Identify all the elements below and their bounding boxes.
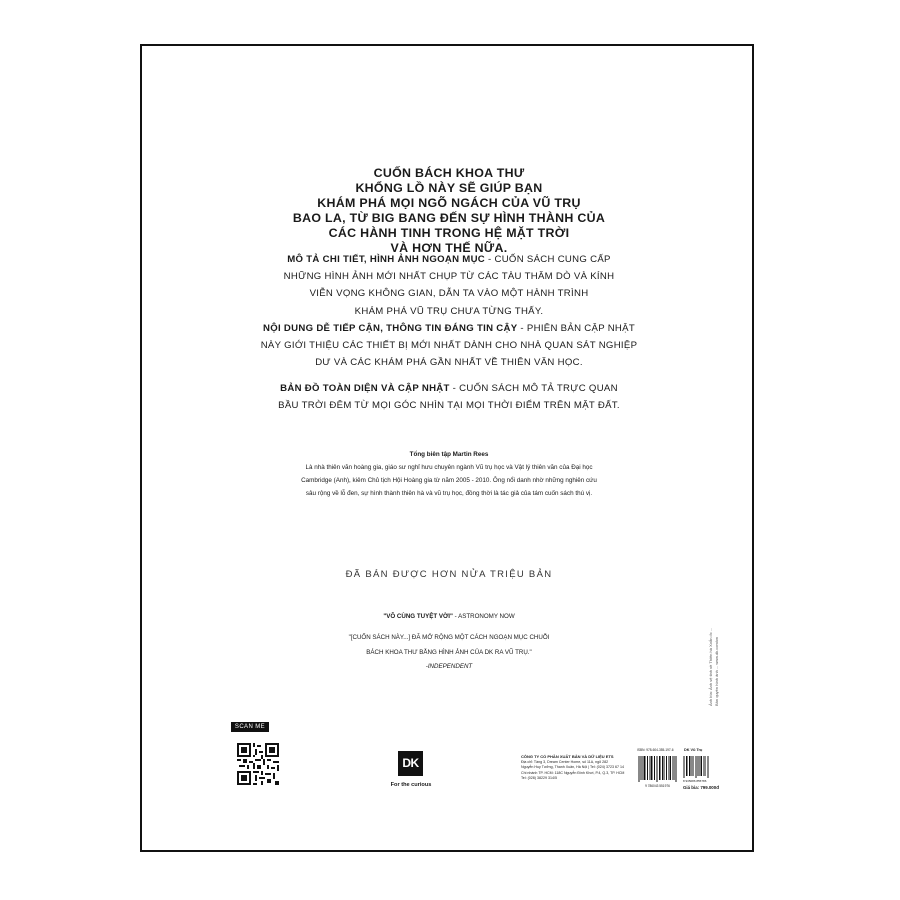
dk-logo: DK [398,751,423,776]
publisher-info [521,754,625,782]
headline-line: BAO LA, TỪ BIG BANG ĐẾN SỰ HÌNH THÀNH CỦA [292,211,606,225]
headline-line: VÀ HƠN THẾ NỮA. [390,241,508,255]
editor-bio [142,448,756,500]
editor-title: Tổng biên tập Martin Rees [409,451,489,458]
feature-line: VIỄN VỌNG KHÔNG GIAN, DẪN TA VÀO MỘT HÀNH TRÌNH [309,288,589,300]
editor-bio-line: Cambridge (Anh), kiêm Chủ tịch Hội Hoàng gia từ năm 2005 - 2010. Ông nổi danh nhờ những nghiên cứu [301,477,597,484]
sales-claim: ĐÃ BÁN ĐƯỢC HƠN NỬA TRIỆU BẢN [345,569,553,580]
qr-code-icon[interactable] [237,743,279,785]
price-barcode-icon [683,756,709,778]
scan-me-label: SCAN ME [231,722,269,732]
price-label: Giá bìa: 799.000đ [683,785,719,790]
feature-paragraph-content [142,320,756,372]
publisher-line: Tel: (028) 38229 314/5 [521,776,557,781]
image-credits [708,591,726,706]
quote-source: -INDEPENDENT [425,663,473,670]
headline-line: KHÁM PHÁ MỌI NGÕ NGÁCH CỦA VŨ TRỤ [317,196,581,210]
headline-line: CUỐN BÁCH KHOA THƯ [373,166,525,180]
book-back-cover [140,44,754,852]
publisher-line: Chi nhánh TP. HCM: 118C Nguyễn Đình Khơi, P.4, Q.3, TP. HCM [521,770,625,775]
review-quote-independent [142,631,756,675]
feature-line: KHÁM PHÁ VŨ TRỤ CHƯA TỪNG THẤY. [354,305,544,317]
feature-text: - CUỐN SÁCH CUNG CẤP [485,254,611,265]
publisher-name: CÔNG TY CỔ PHẦN XUẤT BẢN VÀ DỮ LIỆU ETS [521,754,614,759]
publisher-line: Nguyễn Huy Tưởng, Thanh Xuân, Hà Nội | Tel: (024) 3723 67 14 [521,765,624,770]
credit-line: Bản quyền hình ảnh ... www.dk.com/vn [714,636,719,706]
headline-line: CÁC HÀNH TINH TRONG HỆ MẶT TRỜI [328,226,570,240]
quote-line: "[CUỐN SÁCH NÀY...] ĐÃ MỞ RỘNG MỘT CÁCH NGOẠN MỤC CHUỖI [348,634,550,641]
credit-line: Ảnh bìa: Ảnh vệ tinh về Thiên hà Xoắn ốc ... [708,627,713,706]
feature-line: NHỮNG HÌNH ẢNH MỚI NHẤT CHỤP TỪ CÁC TÀU THĂM DÒ VÀ KÍNH [283,271,615,283]
feature-heading: MÔ TẢ CHI TIẾT, HÌNH ẢNH NGOẠN MỤC [287,254,486,265]
feature-heading: BẢN ĐỒ TOÀN DIỆN VÀ CẬP NHẬT [280,383,450,394]
feature-line: NÀY GIỚI THIỆU CÁC THIẾT BỊ MỚI NHẤT DÀNH CHO NHÀ QUAN SÁT NGHIỆP [260,340,638,352]
feature-paragraph-detail [142,251,756,320]
feature-text: - PHIÊN BẢN CẬP NHẬT [517,323,636,334]
feature-paragraph-maps [142,380,756,414]
barcode-number: 8 935086 855786 [683,779,707,783]
barcode-number: 9 786043 551976 [645,784,670,788]
dk-tagline: For the curious [390,782,432,788]
editor-bio-line: sâu rộng về lỗ đen, sự hình thành thiên hà và vũ trụ học, đồng thời là tác giả của tám cuốn sách thú vị. [305,490,593,497]
quote-source: - ASTRONOMY NOW [452,613,515,620]
quote-text: "VÔ CÙNG TUYỆT VỜI" [383,613,453,620]
editor-bio-line: Là nhà thiên văn hoàng gia, giáo sư nghỉ hưu chuyên ngành Vũ trụ học và Vật lý thiên văn của Đại học [305,464,593,471]
isbn-label: ISBN: 978-604-355-197-6 [637,748,674,752]
book-title-label: DK Vũ Trụ [684,748,703,752]
feature-line: DƯ VÀ CÁC KHÁM PHÁ GẦN NHẤT VỀ THIÊN VĂN HỌC. [315,357,583,369]
feature-line: BẦU TRỜI ĐÊM TỪ MỌI GÓC NHÌN TẠI MỌI THỜI ĐIỂM TRÊN MẶT ĐẤT. [278,400,620,412]
headline [142,166,756,256]
feature-text: - CUỐN SÁCH MÔ TẢ TRỰC QUAN [449,383,618,394]
quote-line: BÁCH KHOA THƯ BẰNG HÌNH ẢNH CỦA DK RA VŨ TRỤ." [366,648,532,656]
review-quote-astronomy-now [142,610,756,625]
publisher-line: Địa chỉ: Tầng 3, Dream Center Home, số 11A, ngõ 282 [521,759,609,764]
headline-line: KHỔNG LỒ NÀY SẼ GIÚP BẠN [355,181,543,195]
feature-heading: NỘI DUNG DỄ TIẾP CẬN, THÔNG TIN ĐÁNG TIN CẬY [262,323,518,334]
isbn-barcode-icon [637,756,678,782]
